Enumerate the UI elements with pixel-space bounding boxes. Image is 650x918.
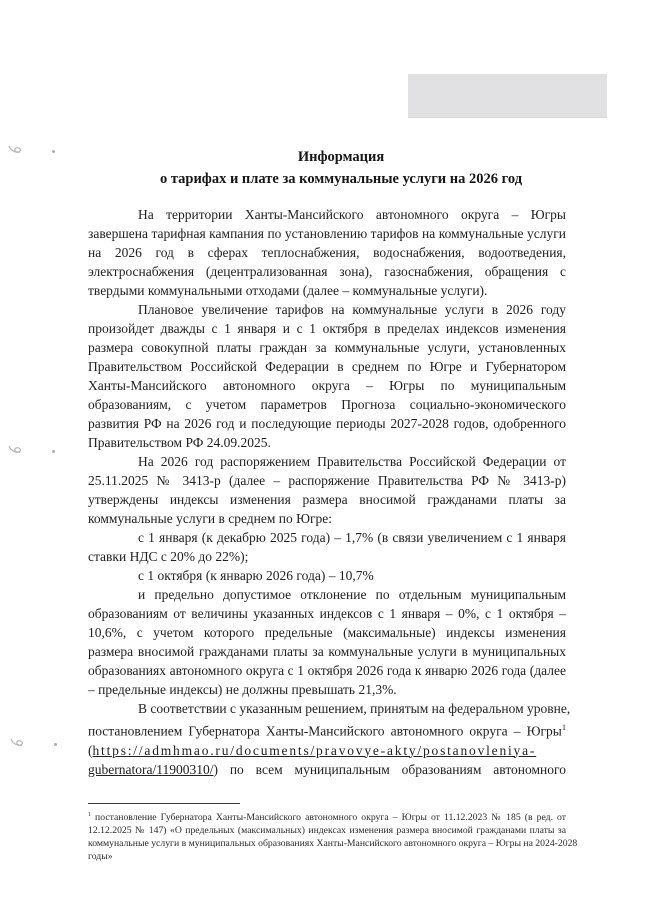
text-segment: постановлением Губернатора Ханты-Мансийского автономного округа – Югры [88,723,562,739]
text-line [88,760,566,779]
text-line [88,585,566,604]
text-segment: и предельно допустимое отклонение по отдельным муниципальным [138,587,566,602]
document-title [88,146,566,190]
scan-artifact-dot [52,450,55,453]
paragraph [88,585,566,699]
text-segment: На территории Ханты-Мансийского автономного округа – Югры [138,207,566,222]
text-segment: постановление Губернатора Ханты-Мансийского автономного округа – Югры от 11.12.2023 № 185 (в ред. от [91,811,566,823]
text-segment: образованиях автономного округа с 1 октября 2026 года к январю 2026 года (далее [88,663,566,678]
paragraph [88,300,566,452]
text-line [88,243,566,262]
text-line [88,509,566,528]
scan-artifact-dot [52,150,55,153]
text-segment: Правительством Российской Федерации в среднем по Югре и Губернатором [88,359,566,374]
text-line [88,395,566,414]
text-segment: коммунальные услуги в муниципальных образованиях Ханты-Мансийского автономного округа – Югры на 2024-2028 [88,837,578,849]
text-line [88,224,566,243]
text-segment: ставки НДС с 20% до 22%); [88,549,249,564]
text-segment: Плановое увеличение тарифов на коммунальные услуги в 2026 году [138,302,566,317]
text-line [88,281,566,300]
scan-artifact-dot [54,743,57,746]
text-segment: развития РФ на 2026 год и последующие периоды 2027-2028 годов, одобренного [88,416,566,431]
text-segment: на 2026 год в сферах теплоснабжения, водоснабжения, водоотведения, [88,245,566,260]
text-line [88,471,566,490]
text-line [88,623,566,642]
text-line [88,642,566,661]
text-segment: с 1 октября (к январю 2026 года) – 10,7% [138,568,374,583]
text-line [88,680,566,699]
text-line [88,205,566,224]
text-segment: с 1 января (к декабрю 2025 года) – 1,7% (в связи увеличением с 1 января [138,530,566,545]
text-segment: твердыми коммунальными отходами (далее – коммунальные услуги). [88,283,488,298]
title-line-1: Информация [297,149,385,165]
text-line [88,300,566,319]
text-segment: утверждены индексы изменения размера вносимой гражданами платы за [88,492,566,507]
text-segment: годы» [88,850,113,862]
scan-artifact-squiggle [6,444,24,460]
text-line [88,338,566,357]
text-segment: 12.12.2025 № 147) «О предельных (максимальных) индексах изменения размера вносимой гражданами платы за [88,824,566,836]
text-segment: 25.11.2025 № 3413-р (далее – распоряжение Правительства РФ № 3413-р) [88,473,566,488]
text-line [88,319,566,338]
text-segment: В соответствии с указанным решением, принятым на федеральном уровне, [138,701,571,716]
text-line [88,741,566,760]
text-segment: образованиям, с учетом параметров Прогноза социально-экономического [88,397,566,412]
text-segment: коммунальные услуги в среднем по Югре: [88,511,333,526]
footnote [88,809,578,863]
text-line [88,433,566,452]
text-segment: 10,6%, с учетом которого предельные (максимальные) индексы изменения [88,625,566,640]
text-line [88,809,566,824]
text-segment: – предельные индексы) не должны превышать 21,3%. [88,682,397,697]
text-line [88,414,566,433]
document-content [88,146,578,863]
text-segment: размера вносимой гражданами платы за коммунальные услуги в муниципальных [88,644,566,659]
text-line [88,528,566,547]
footnote-separator [88,803,240,804]
footnote-reference: 1 [561,723,566,732]
text-line [88,604,566,623]
text-line [88,262,566,281]
paragraph [88,699,571,779]
footnote-reference: 1 [88,811,91,818]
text-segment: завершена тарифная кампания по установлению тарифов на коммунальные услуги [88,226,566,241]
text-segment: Ханты-Мансийского автономного округа – Югры по муниципальным [88,378,566,393]
text-line [88,490,566,509]
text-segment: ( [88,742,93,758]
text-line [88,699,571,718]
text-line [88,376,566,395]
paragraph [88,452,566,528]
redacted-stamp-area [408,74,607,118]
text-segment: образованиям от величины указанных индексов с 1 января – 0%, с 1 октября – [88,606,566,621]
paragraph [88,566,566,585]
text-line [88,357,566,376]
document-hyperlink[interactable]: https://admhmao.ru/documents/pravovye-akty/postanovleniya- [92,742,537,758]
document-body [88,205,571,779]
text-segment: На 2026 год распоряжением Правительства Российской Федерации от [138,454,566,469]
text-line [88,566,566,585]
text-segment: размера совокупной платы граждан за коммунальные услуги, установленных [88,340,566,355]
text-line [88,837,578,850]
text-line [88,824,566,837]
scan-artifact-squiggle [6,144,24,160]
text-line [88,661,566,680]
text-line [88,718,566,741]
text-line [88,452,566,471]
text-line [88,547,566,566]
paragraph [88,205,566,300]
text-segment: электроснабжения (децентрализованная зона), газоснабжения, обращения с [88,264,566,279]
text-segment: ) по всем муниципальным образованиям автономного [213,761,566,777]
scan-artifact-squiggle [8,737,26,753]
text-line [88,850,566,863]
text-segment: произойдет дважды с 1 января и с 1 октября в пределах индексов изменения [88,321,566,336]
title-line-2: о тарифах и плате за коммунальные услуги на 2026 год [159,171,523,187]
text-segment: Правительством РФ 24.09.2025. [88,435,271,450]
paragraph [88,528,566,566]
document-hyperlink[interactable]: gubernatora/11900310/ [88,761,214,777]
